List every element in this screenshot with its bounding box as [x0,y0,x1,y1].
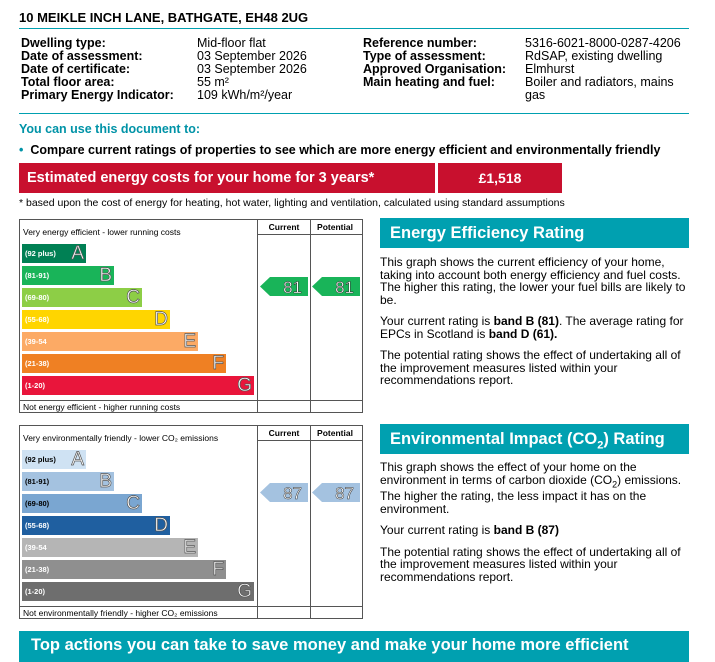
band-range: (21-38) [25,359,50,368]
rating-band-c [22,288,142,307]
detail-value: Mid-floor flat [197,36,266,50]
text: Your current rating is [380,523,494,538]
band-letter: C [126,287,140,308]
band-range: (81-91) [25,271,50,280]
footer-divider [20,606,362,607]
column-divider [257,220,258,412]
band-range: (39-54 [25,337,47,346]
energy-cost-value: £1,518 [438,163,562,193]
efficiency-paragraph-2 [380,315,689,340]
band-range: (55-68) [25,315,50,324]
efficiency-panel-text [380,256,689,396]
chart-top-label: Very energy efficient - lower running costs [23,227,181,237]
detail-value: 55 m² [197,75,229,89]
column-divider [310,426,311,618]
rating-band-d [22,310,170,329]
subscript: 2 [612,478,618,489]
top-actions-bar: Top actions you can take to save money and make your home more efficient [19,631,689,662]
detail-label: Main heating and fuel: [363,75,495,89]
detail-value: Boiler and radiators, mains [525,75,674,89]
current-band-text: band B (87) [493,523,559,538]
environment-paragraph-2 [380,524,689,537]
right-details [363,37,693,107]
potential-column-header: Potential [317,222,353,232]
rating-band-f [22,560,226,579]
detail-value: RdSAP, existing dwelling [525,49,663,63]
detail-value: 5316-6021-8000-0287-4206 [525,36,681,50]
band-letter: E [183,331,196,352]
efficiency-paragraph-1: This graph shows the current efficiency of your home, taking into account both energy efficiency and fuel costs. The higher this rating, the lower your fuel bills are likely to be. [380,255,686,307]
current-rating-value: 87 [283,484,302,503]
header-rule [19,28,689,29]
detail-label: Date of assessment: [21,49,143,63]
rating-band-c [22,494,142,513]
potential-rating-arrow [312,483,360,502]
band-range: (92 plus) [25,455,56,464]
band-letter: E [183,537,196,558]
band-letter: G [237,581,252,602]
detail-label: Primary Energy Indicator: [21,88,174,102]
text: . The average rating for EPCs in Scotland is [380,314,684,341]
rating-band-e [22,538,198,557]
address: 10 MEIKLE INCH LANE, BATHGATE, EH48 2UG [19,10,309,25]
details-rule [19,113,689,114]
compare-bullet [19,143,660,157]
environment-paragraph-1 [380,461,689,515]
rating-band-e [22,332,198,351]
chart-top-label: Very environmentally friendly - lower CO₂ emissions [23,433,219,443]
rating-band-a [22,244,86,263]
column-divider [257,426,258,618]
footer-divider [20,400,362,401]
use-title: You can use this document to: [19,122,201,136]
detail-label: Dwelling type: [21,36,106,50]
band-range: (69-80) [25,293,50,302]
detail-label: Total floor area: [21,75,115,89]
cost-footnote: * based upon the cost of energy for heating, hot water, lighting and ventilation, calculated using standard assumptions [19,197,565,209]
detail-label: Approved Organisation: [363,62,507,76]
band-letter: A [71,243,84,264]
potential-rating-value: 87 [335,484,354,503]
band-letter: G [237,375,252,396]
bullet-dot: • [19,143,24,157]
potential-rating-arrow [312,277,360,296]
rating-band-b [22,472,114,491]
rating-band-g [22,582,254,601]
environment-panel-text [380,461,689,592]
energy-efficiency-chart [19,219,363,413]
detail-value: 109 kWh/m²/year [197,88,293,102]
current-column-header: Current [268,428,300,438]
band-letter: A [71,449,84,470]
rating-band-f [22,354,226,373]
potential-column-header: Potential [317,428,353,438]
average-band-text: band D (61). [488,326,558,341]
environmental-impact-chart [19,425,363,619]
detail-value-continued: gas [525,88,546,102]
bullet-text: Compare current ratings of properties to see which are more energy efficient and environmentally friendly [30,143,661,157]
rating-band-g [22,376,254,395]
band-letter: D [154,309,168,330]
current-rating-arrow [260,277,308,296]
current-band-text: band B (81) [493,314,559,328]
band-range: (1-20) [25,587,46,596]
detail-label: Type of assessment: [363,49,486,63]
energy-cost-bar [19,163,562,193]
header-divider [257,440,362,441]
band-range: (81-91) [25,477,50,486]
potential-rating-value: 81 [335,278,354,297]
header-divider [257,234,362,235]
detail-value: 03 September 2026 [197,49,307,63]
band-letter: B [99,265,112,286]
column-divider [310,220,311,412]
chart-bottom-label: Not environmentally friendly - higher CO₂ emissions [23,608,218,618]
rating-band-a [22,450,86,469]
title-text: ) Rating [603,430,665,448]
band-range: (1-20) [25,381,46,390]
detail-value: 03 September 2026 [197,62,307,76]
current-column-header: Current [268,222,300,232]
title-text: Environmental Impact (CO [390,430,598,448]
efficiency-panel-title: Energy Efficiency Rating [380,218,689,248]
band-range: (55-68) [25,521,50,530]
efficiency-paragraph-3: The potential rating shows the effect of undertaking all of the improvement measures listed within your recommendations report. [380,348,681,387]
text: Your current rating is [380,314,494,328]
rating-band-b [22,266,114,285]
band-range: (92 plus) [25,249,56,258]
band-letter: F [212,559,224,580]
rating-band-d [22,516,170,535]
energy-cost-label: Estimated energy costs for your home for 3 years* [19,163,435,193]
band-letter: B [99,471,112,492]
text: This graph shows the effect of your home on the environment in terms of carbon dioxide (CO [380,460,637,487]
text: ) emissions. The higher the rating, the less impact it has on the environment. [380,472,682,516]
chart-bottom-label: Not energy efficient - higher running costs [23,402,181,412]
left-details [21,37,361,107]
band-letter: C [126,493,140,514]
environment-paragraph-3: The potential rating shows the effect of undertaking all of the improvement measures listed within your recommendations report. [380,544,681,584]
environment-panel-title [380,424,689,454]
detail-label: Date of certificate: [21,62,131,76]
band-range: (69-80) [25,499,50,508]
band-range: (39-54 [25,543,47,552]
current-rating-value: 81 [283,278,302,297]
band-letter: F [212,353,224,374]
band-range: (21-38) [25,565,50,574]
band-letter: D [154,515,168,536]
title-subscript: 2 [597,439,604,452]
detail-value: Elmhurst [525,62,575,76]
detail-label: Reference number: [363,36,477,50]
current-rating-arrow [260,483,308,502]
